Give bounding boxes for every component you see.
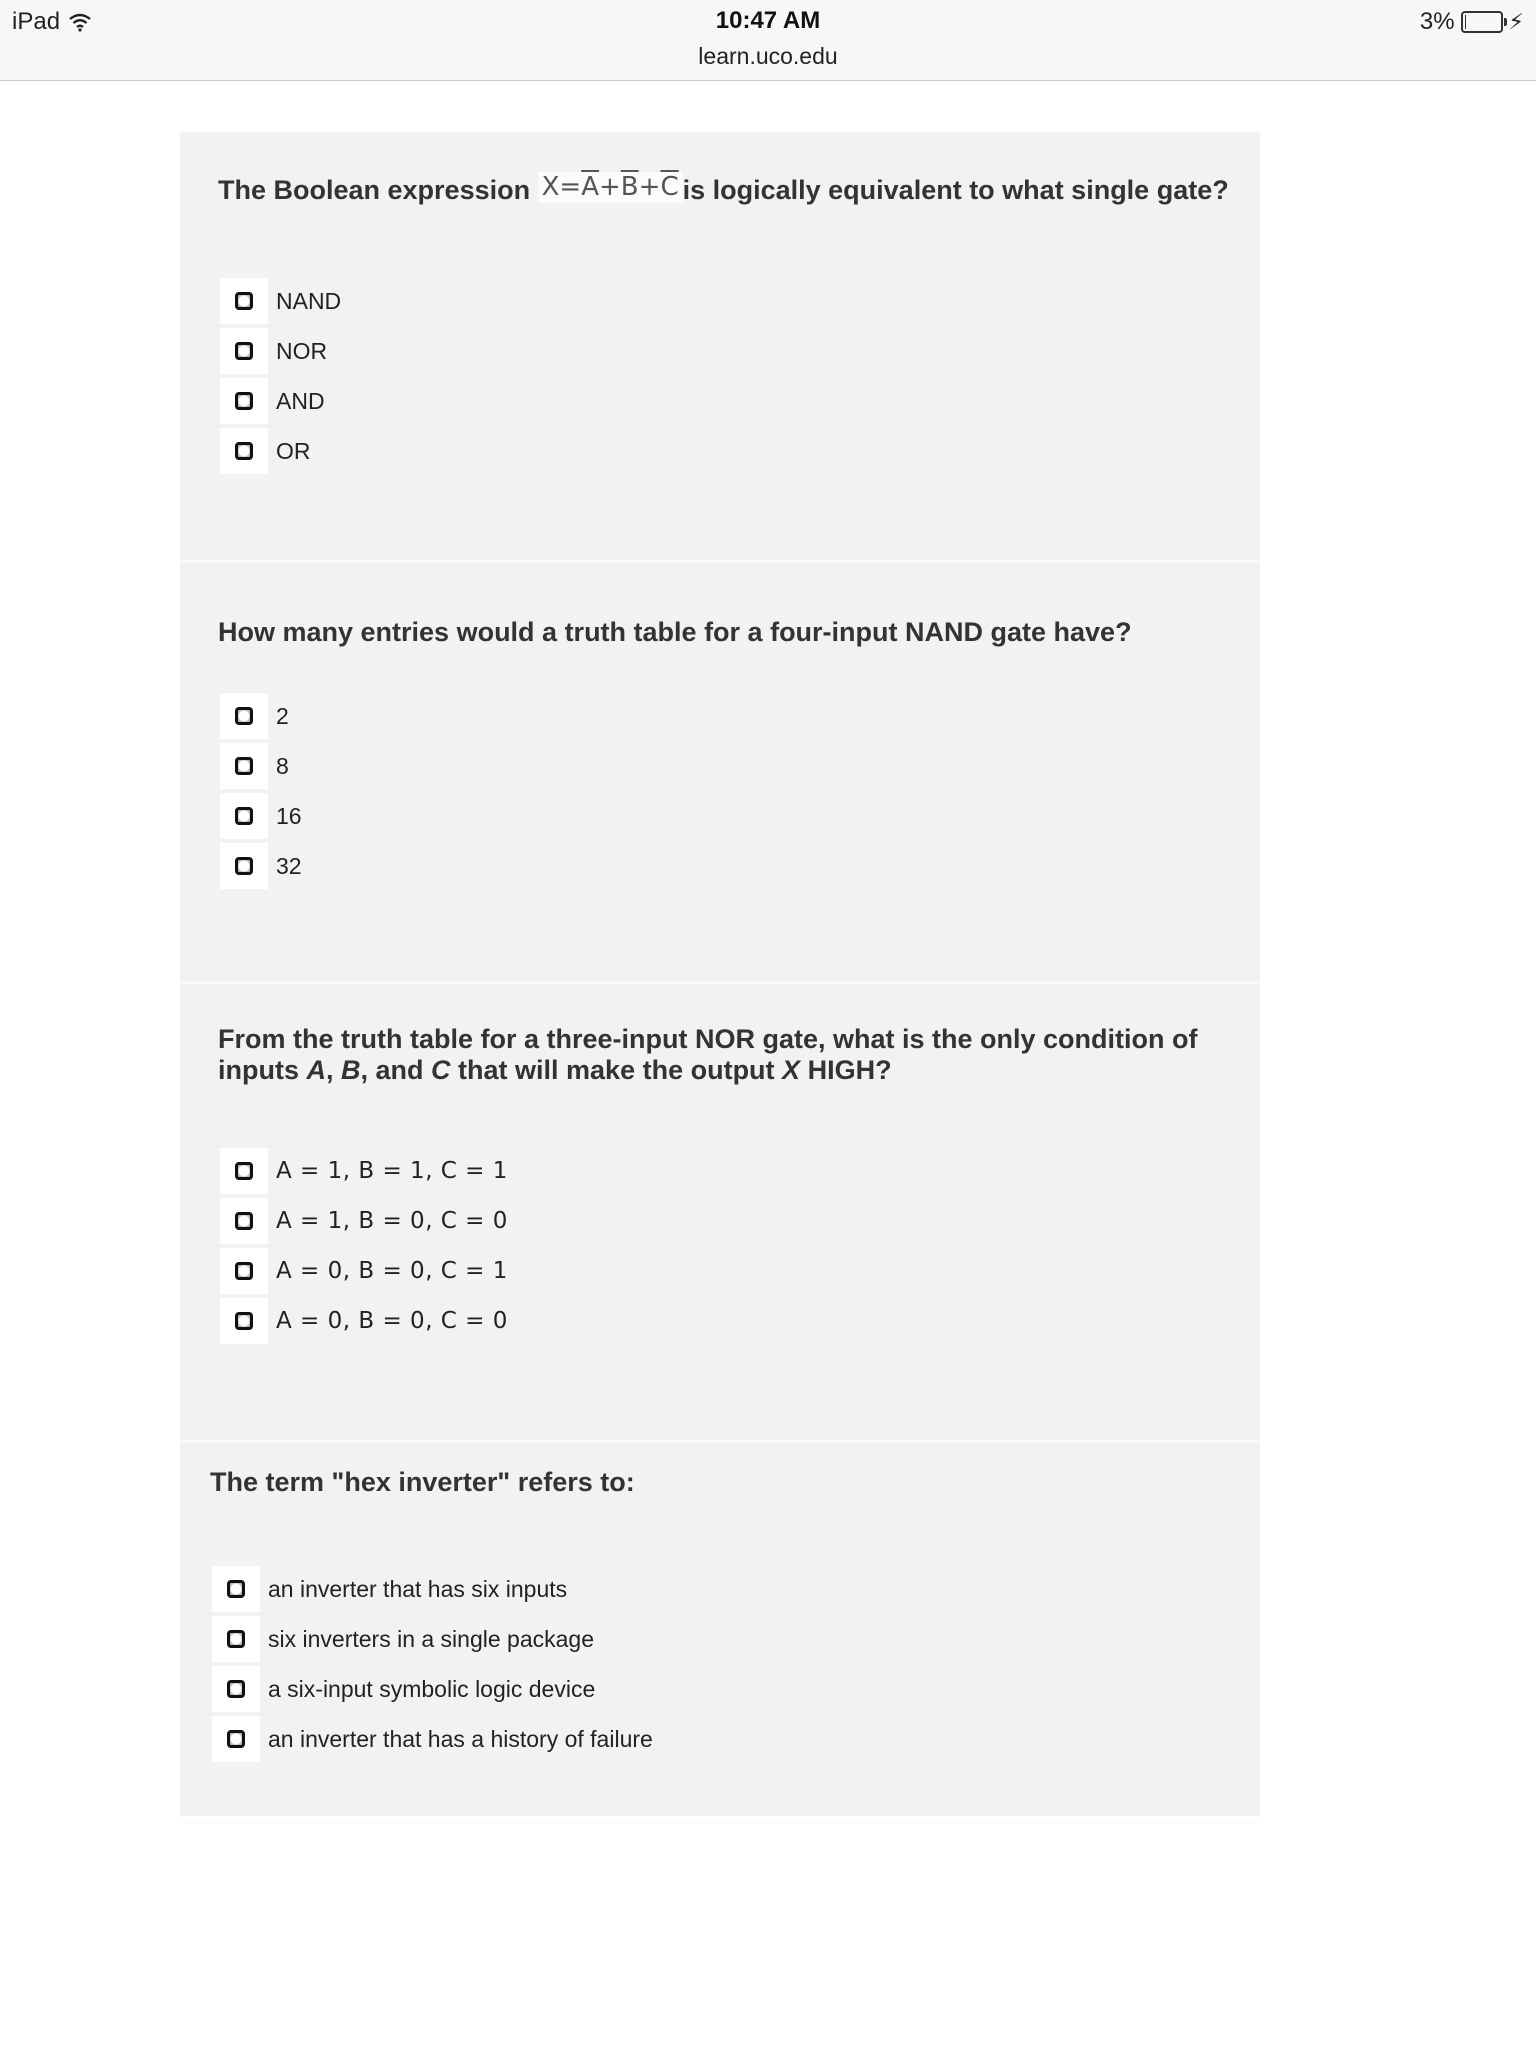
option-label: 8 [276,752,289,779]
address-bar[interactable]: learn.uco.edu [698,43,838,69]
question-text: How many entries would a truth table for a four-input NAND gate have? [218,617,1132,647]
option[interactable] [220,376,341,426]
question-text-part: From the truth table for a three-input NOR gate, what is the only condition of inputs [218,1024,1198,1085]
radio-button[interactable] [235,1312,253,1330]
option[interactable] [212,1714,653,1764]
question-text-part: The Boolean expression [218,175,538,205]
radio-cell [212,1666,260,1712]
question-3 [180,984,1260,1442]
radio-button[interactable] [235,442,253,460]
option[interactable] [212,1664,653,1714]
option-label: an inverter that has six inputs [268,1575,568,1602]
option-label: OR [276,437,311,464]
radio-cell [220,378,268,424]
question-text-part: that will make the output [450,1055,783,1085]
radio-cell [220,428,268,474]
radio-cell [212,1566,260,1612]
option-label: NOR [276,337,328,364]
option-label: 2 [276,702,289,729]
radio-cell [220,1248,268,1294]
option[interactable] [220,741,302,791]
eq-equals: = [559,172,582,202]
radio-button[interactable] [227,1630,245,1648]
option[interactable] [220,1146,508,1196]
option[interactable] [220,791,302,841]
radio-button[interactable] [235,757,253,775]
device-name: iPad [12,8,61,35]
radio-cell [212,1716,260,1762]
options-list [220,276,341,476]
quiz-container [180,132,1260,1816]
radio-cell [212,1616,260,1662]
question-2 [180,562,1260,984]
radio-button[interactable] [235,807,253,825]
radio-button[interactable] [227,1680,245,1698]
option-label: NAND [276,287,342,314]
clock: 10:47 AM [715,7,821,34]
status-bar [0,0,1536,81]
option-label: A = 1, B = 1, C = 1 [276,1158,508,1184]
eq-a-bar: $\overline{A}$ [581,172,599,202]
option[interactable] [220,276,341,326]
question-text-part: is logically equivalent to what single gate? [682,175,1229,205]
option-label: A = 1, B = 0, C = 0 [276,1208,508,1234]
radio-button[interactable] [235,1262,253,1280]
option[interactable] [212,1564,653,1614]
option-label: A = 0, B = 0, C = 1 [276,1258,508,1284]
question-text [218,172,1240,206]
radio-button[interactable] [235,1162,253,1180]
battery-level-fill [1465,15,1466,29]
option-label: six inverters in a single package [268,1625,594,1652]
radio-button[interactable] [235,857,253,875]
option[interactable] [220,1196,508,1246]
radio-cell [220,328,268,374]
radio-button[interactable] [235,292,253,310]
radio-button[interactable] [227,1730,245,1748]
battery-icon [1461,11,1503,33]
radio-cell [220,1148,268,1194]
option-label: a six-input symbolic logic device [268,1675,596,1702]
radio-cell [220,743,268,789]
bolt-icon: ⚡ [1508,9,1524,34]
equation-image [538,172,683,203]
options-list [212,1564,653,1764]
var-c: C [431,1055,451,1085]
option[interactable] [212,1614,653,1664]
var-b: B [341,1055,361,1085]
option-label: 32 [276,852,302,879]
status-right [1420,8,1524,36]
eq-b-bar: $\overline{B}$ [620,172,639,202]
radio-cell [220,843,268,889]
eq-plus: + [638,172,661,202]
option[interactable] [220,1296,508,1346]
radio-button[interactable] [235,1212,253,1230]
option[interactable] [220,841,302,891]
radio-cell [220,1198,268,1244]
option-label: AND [276,387,325,414]
question-4 [180,1442,1260,1824]
radio-button[interactable] [235,342,253,360]
question-text-part: , and [360,1055,432,1085]
option[interactable] [220,326,341,376]
eq-c-bar: $\overline{C}$ [660,172,679,202]
radio-button[interactable] [235,392,253,410]
question-text-part: HIGH? [800,1055,892,1085]
radio-cell [220,1298,268,1344]
question-text: The term "hex inverter" refers to: [210,1467,635,1497]
radio-cell [220,793,268,839]
option[interactable] [220,1246,508,1296]
radio-cell [220,693,268,739]
radio-cell [220,278,268,324]
eq-x: X [541,172,560,202]
question-text [218,1024,1240,1086]
question-1 [180,132,1260,562]
options-list [220,1146,508,1346]
option[interactable] [220,691,302,741]
eq-plus: + [599,172,621,202]
radio-button[interactable] [235,707,253,725]
status-center [0,6,1536,72]
options-list [220,691,302,891]
battery-percent: 3% [1419,8,1455,35]
option[interactable] [220,426,341,476]
var-a: A [306,1055,326,1085]
option-label: an inverter that has a history of failure [268,1725,653,1752]
var-x: X [782,1055,801,1085]
option-label: 16 [276,802,302,829]
radio-button[interactable] [227,1580,245,1598]
option-label: A = 0, B = 0, C = 0 [276,1308,508,1334]
question-text-part: , [326,1055,342,1085]
